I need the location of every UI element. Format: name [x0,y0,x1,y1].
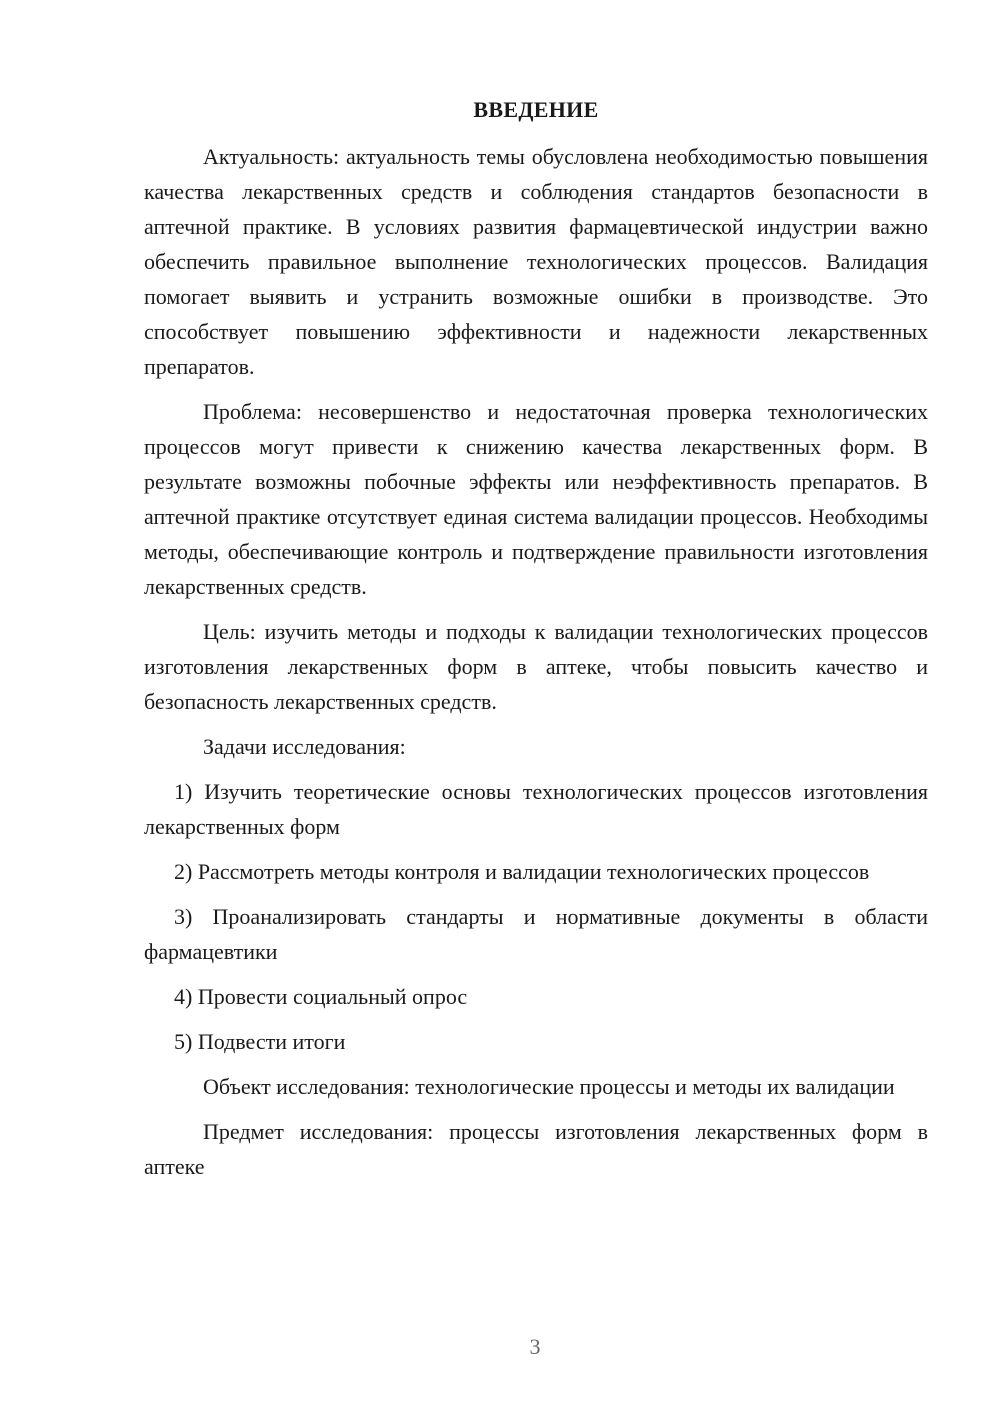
task-item-5: 5) Подвести итоги [174,1029,346,1054]
tasks-heading: Задачи исследования: [203,734,406,759]
task-item-1: 1) Изучить теоретические основы технологических процессов изготовления лекарственных форм [144,779,928,839]
task-item-3: 3) Проанализировать стандарты и нормативные документы в области фармацевтики [144,904,928,964]
task-item-4: 4) Провести социальный опрос [174,984,468,1009]
page-title: ВВЕДЕНИЕ [473,97,599,122]
task-item-2: 2) Рассмотреть методы контроля и валидации технологических процессов [174,859,870,884]
relevance-paragraph: Актуальность: актуальность темы обусловлена необходимостью повышения качества лекарственных средств и соблюдения стандартов безопасности в аптечной практике. В условиях развития фармацевтической индустрии важно обеспечить правильное выполнение технологических процессов. Валидация помогает выявить и устранить возможные ошибки в производстве. Это способствует повышению эффективности и надежности лекарственных препаратов. [144,144,928,379]
object-paragraph: Объект исследования: технологические процессы и методы их валидации [203,1074,895,1099]
page-number: 3 [529,1334,541,1359]
problem-paragraph: Проблема: несовершенство и недостаточная проверка технологических процессов могут привести к снижению качества лекарственных форм. В результате возможны побочные эффекты или неэффективность препаратов. В аптечной практике отсутствует единая система валидации процессов. Необходимы методы, обеспечивающие контроль и подтверждение правильности изготовления лекарственных средств. [144,399,928,599]
page-content [144,92,928,1194]
subject-paragraph: Предмет исследования: процессы изготовления лекарственных форм в аптеке [144,1119,928,1179]
goal-paragraph: Цель: изучить методы и подходы к валидации технологических процессов изготовления лекарственных форм в аптеке, чтобы повысить качество и безопасность лекарственных средств. [144,619,928,714]
